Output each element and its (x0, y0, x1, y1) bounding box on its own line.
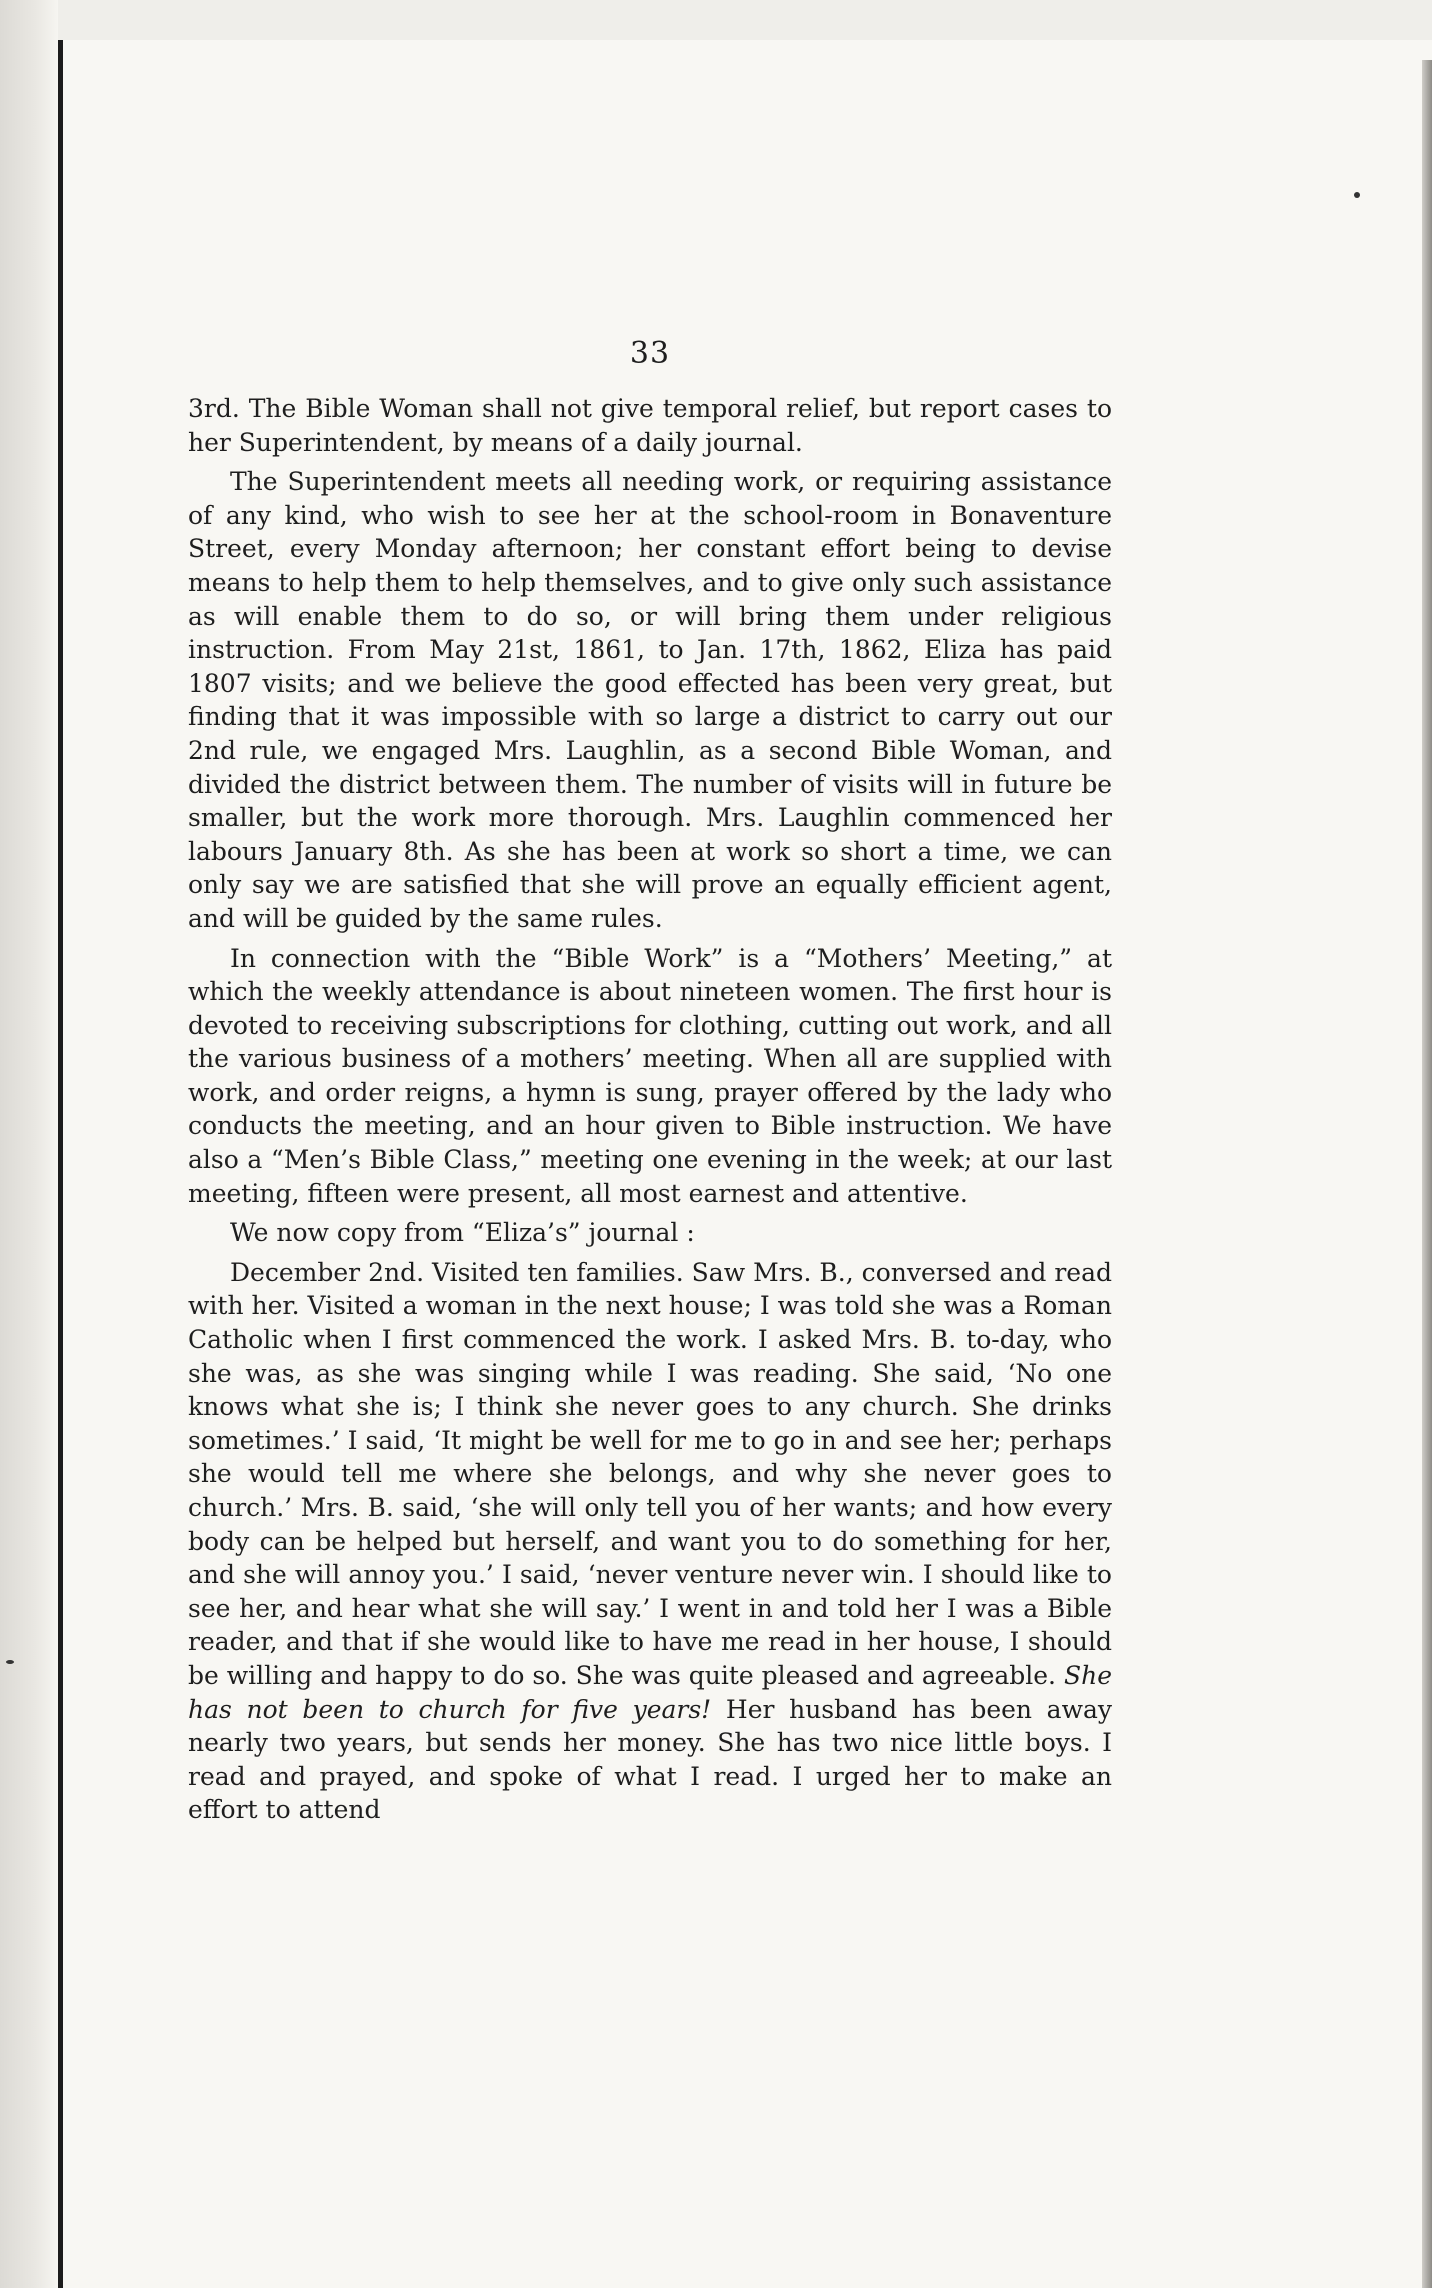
page-number: 33 (629, 336, 671, 371)
paragraph (188, 942, 1112, 1211)
paragraph (188, 465, 1112, 935)
scan-speck (6, 1660, 14, 1664)
binding-shadow (0, 0, 58, 2288)
paragraph (188, 1256, 1112, 1827)
paragraph-text: The Superintendent meets all needing work, or requiring assistance of any kind, who wish to see her at the school-room in Bonaventure Street, every Monday afternoon; her constant effort being to devise means to help them to help themselves, and to give only such assistance as will enable them to do so, or will bring them under religious instruction. From May 21st, 1861, to Jan. 17th, 1862, Eliza has paid 1807 visits; and we believe the good effected has been very great, but finding that it was impossible with so large a district to carry out our 2nd rule, we engaged Mrs. Laughlin, as a second Bible Woman, and divided the district between them. The number of visits will in future be smaller, but the work more thorough. Mrs. Laughlin commenced her labours January 8th. As she has been at work so short a time, we can only say we are satisfied that she will prove an equally efficient agent, and will be guided by the same rules. (188, 467, 1112, 933)
paragraph-text: December 2nd. Visited ten families. Saw Mrs. B., conversed and read with her. Visited a woman in the next house; I was told she was a Roman Catholic when I first commenced the work. I asked Mrs. B. to-day, who she was, as she was singing while I was reading. She said, ‘No one knows what she is; I think she never goes to any church. She drinks sometimes.’ I said, ‘It might be well for me to go in and see her; perhaps she would tell me where she belongs, and why she never goes to church.’ Mrs. B. said, ‘she will only tell you of her wants; and how every body can be helped but herself, and want you to do something for her, and she will annoy you.’ I said, ‘never venture never win. I should like to see her, and hear what she will say.’ I went in and told her I was a Bible reader, and that if she would like to have me read in her house, I should be willing and happy to do so. She was quite pleased and agreeable. (188, 1257, 1112, 1690)
paragraph (188, 392, 1112, 459)
body-paragraphs (188, 392, 1112, 1827)
page-right-edge (1422, 60, 1432, 2288)
scan-speck (1354, 192, 1360, 198)
paragraph-text: Her husband has been away nearly two years, but sends her money. She has two nice little boys. I read and prayed, and spoke of what I read. I urged her to make an effort to attend (188, 1694, 1113, 1825)
page-left-edge (58, 40, 63, 2288)
paragraph-text: We now copy from “Eliza’s” journal : (230, 1218, 695, 1248)
page-text-block (188, 334, 1112, 1833)
paragraph-text: In connection with the “Bible Work” is a “Mothers’ Meeting,” at which the weekly attendance is about nineteen women. The first hour is devoted to receiving subscriptions for clothing, cutting out work, and all the various business of a mothers’ meeting. When all are supplied with work, and order reigns, a hymn is sung, prayer offered by the lady who conducts the meeting, and an hour given to Bible instruction. We have also a “Men’s Bible Class,” meeting one evening in the week; at our last meeting, fifteen were present, all most earnest and attentive. (188, 943, 1112, 1208)
paragraph (188, 1216, 1112, 1250)
scan-top-margin (0, 0, 1432, 40)
italic-text: She has not been to church for five years! (188, 1660, 1112, 1724)
paragraph-text: 3rd. The Bible Woman shall not give temporal relief, but report cases to her Superintendent, by means of a daily journal. (188, 394, 1112, 457)
